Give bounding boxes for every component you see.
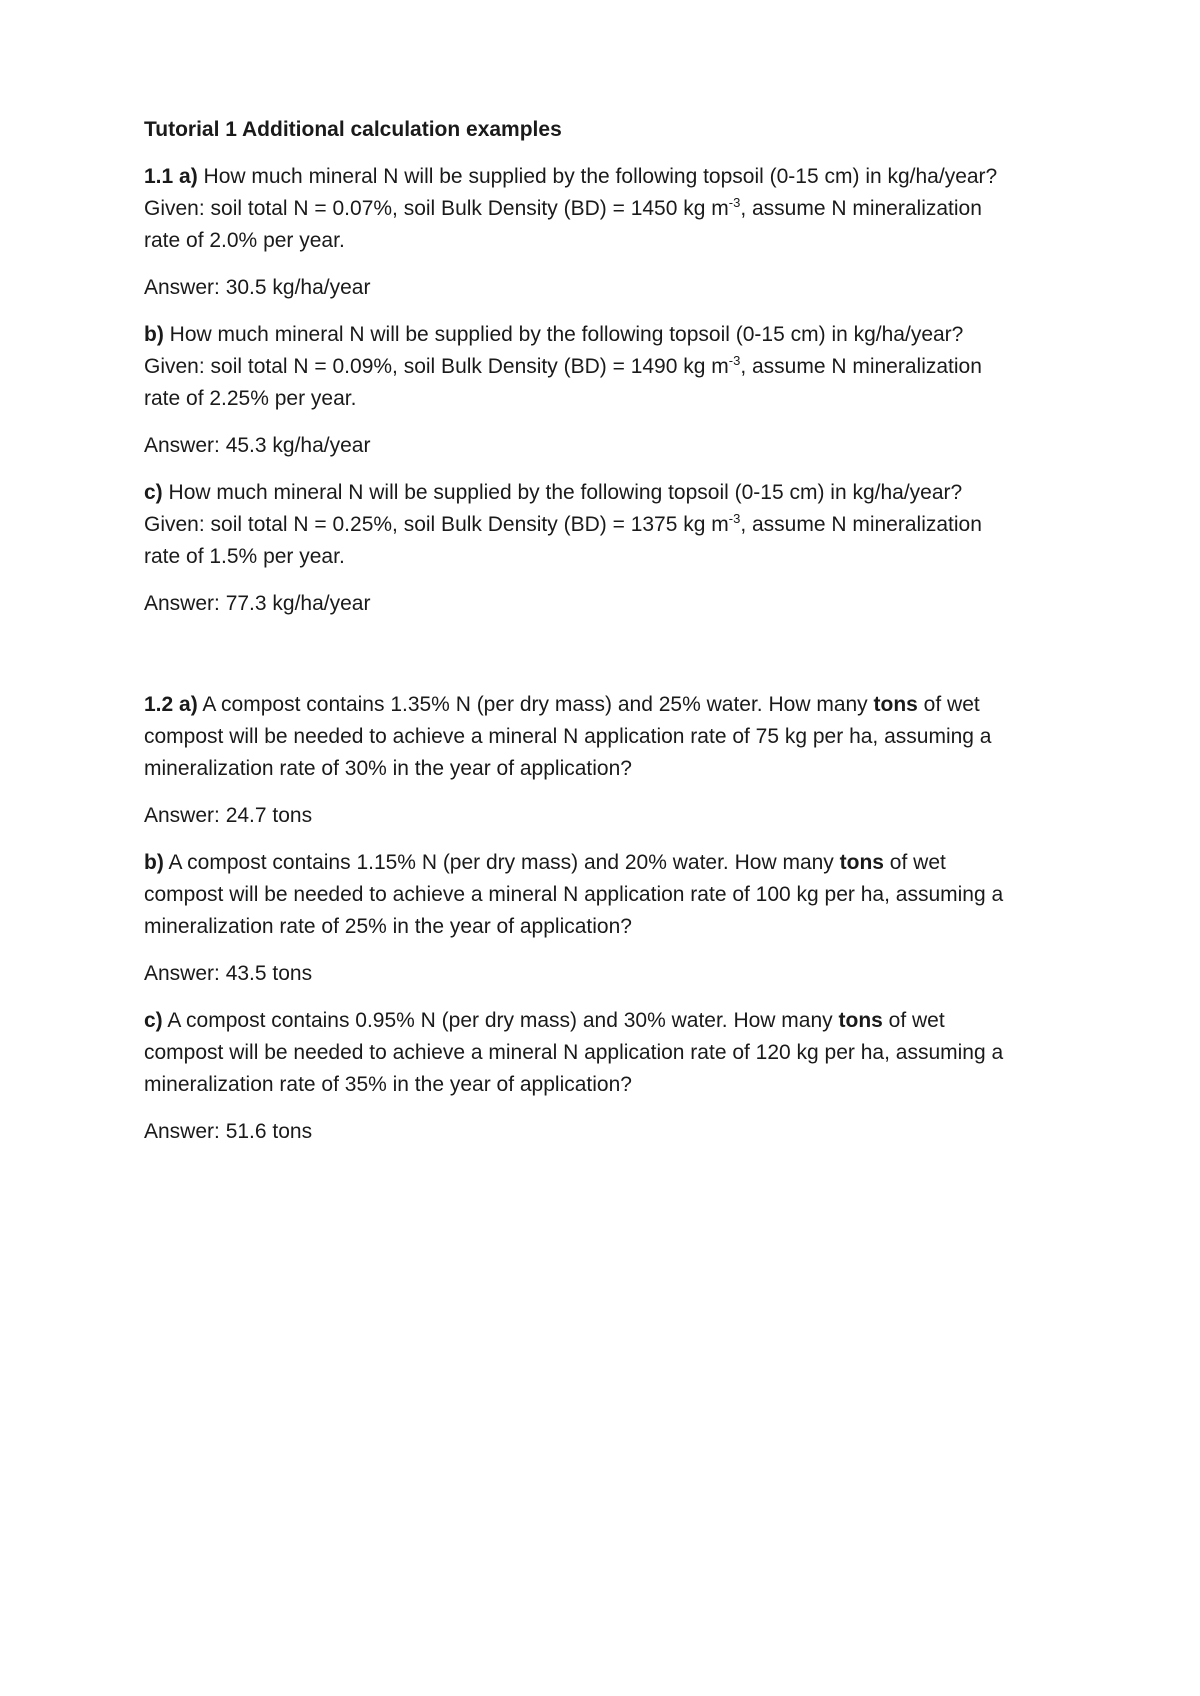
question-text: , assume N mineralization (740, 197, 982, 220)
question-text: mineralization rate of 30% in the year of application? (144, 757, 632, 780)
question-1-1-b (144, 319, 1074, 415)
emphasis-text: tons (838, 1009, 883, 1032)
answer-1-2-c: Answer: 51.6 tons (144, 1120, 313, 1143)
question-text: A compost contains 1.35% N (per dry mass) and 25% water. How many (197, 693, 874, 716)
question-label: c) (144, 1009, 163, 1032)
question-text: Given: soil total N = 0.09%, soil Bulk Density (BD) = 1490 kg m (144, 355, 729, 378)
superscript: -3 (728, 195, 741, 210)
question-1-2-c (144, 1005, 1074, 1101)
emphasis-text: tons (873, 693, 918, 716)
question-text: A compost contains 0.95% N (per dry mass) and 30% water. How many (162, 1009, 839, 1032)
question-text: compost will be needed to achieve a mineral N application rate of 100 kg per ha, assuming a (144, 883, 1004, 906)
question-text: How much mineral N will be supplied by the following topsoil (0-15 cm) in kg/ha/year? (162, 481, 963, 504)
question-1-1-a (144, 161, 1074, 257)
question-text: , assume N mineralization (740, 355, 982, 378)
question-text: mineralization rate of 25% in the year of application? (144, 915, 632, 938)
question-text: rate of 2.0% per year. (144, 229, 345, 252)
question-text: mineralization rate of 35% in the year of application? (144, 1073, 632, 1096)
answer-1-2-b: Answer: 43.5 tons (144, 962, 313, 985)
question-text: Given: soil total N = 0.07%, soil Bulk Density (BD) = 1450 kg m (144, 197, 729, 220)
emphasis-text: tons (839, 851, 884, 874)
answer-1-1-b: Answer: 45.3 kg/ha/year (144, 434, 371, 457)
question-text: How much mineral N will be supplied by the following topsoil (0-15 cm) in kg/ha/year? (197, 165, 998, 188)
question-text: How much mineral N will be supplied by the following topsoil (0-15 cm) in kg/ha/year? (163, 323, 964, 346)
question-text: compost will be needed to achieve a mineral N application rate of 120 kg per ha, assuming a (144, 1041, 1004, 1064)
question-text: of wet (917, 693, 980, 716)
question-text: compost will be needed to achieve a mineral N application rate of 75 kg per ha, assuming a (144, 725, 992, 748)
question-text: , assume N mineralization (740, 513, 982, 536)
answer-1-2-a: Answer: 24.7 tons (144, 804, 313, 827)
question-text: of wet (883, 851, 946, 874)
question-label: b) (144, 323, 164, 346)
document-body (144, 114, 1074, 1148)
question-label: c) (144, 481, 163, 504)
answer-1-1-a: Answer: 30.5 kg/ha/year (144, 276, 371, 299)
question-label: 1.1 a) (144, 165, 198, 188)
question-text: rate of 2.25% per year. (144, 387, 357, 410)
superscript: -3 (728, 511, 741, 526)
question-1-1-c (144, 477, 1074, 573)
answer-1-1-c: Answer: 77.3 kg/ha/year (144, 592, 371, 615)
question-label: 1.2 a) (144, 693, 198, 716)
question-text: A compost contains 1.15% N (per dry mass) and 20% water. How many (163, 851, 840, 874)
section-spacer (144, 635, 1074, 689)
question-1-2-b (144, 847, 1074, 943)
question-text: Given: soil total N = 0.25%, soil Bulk Density (BD) = 1375 kg m (144, 513, 729, 536)
question-1-2-a (144, 689, 1074, 785)
superscript: -3 (728, 353, 741, 368)
document-title: Tutorial 1 Additional calculation examples (144, 118, 562, 141)
question-text: of wet (882, 1009, 945, 1032)
question-text: rate of 1.5% per year. (144, 545, 345, 568)
question-label: b) (144, 851, 164, 874)
